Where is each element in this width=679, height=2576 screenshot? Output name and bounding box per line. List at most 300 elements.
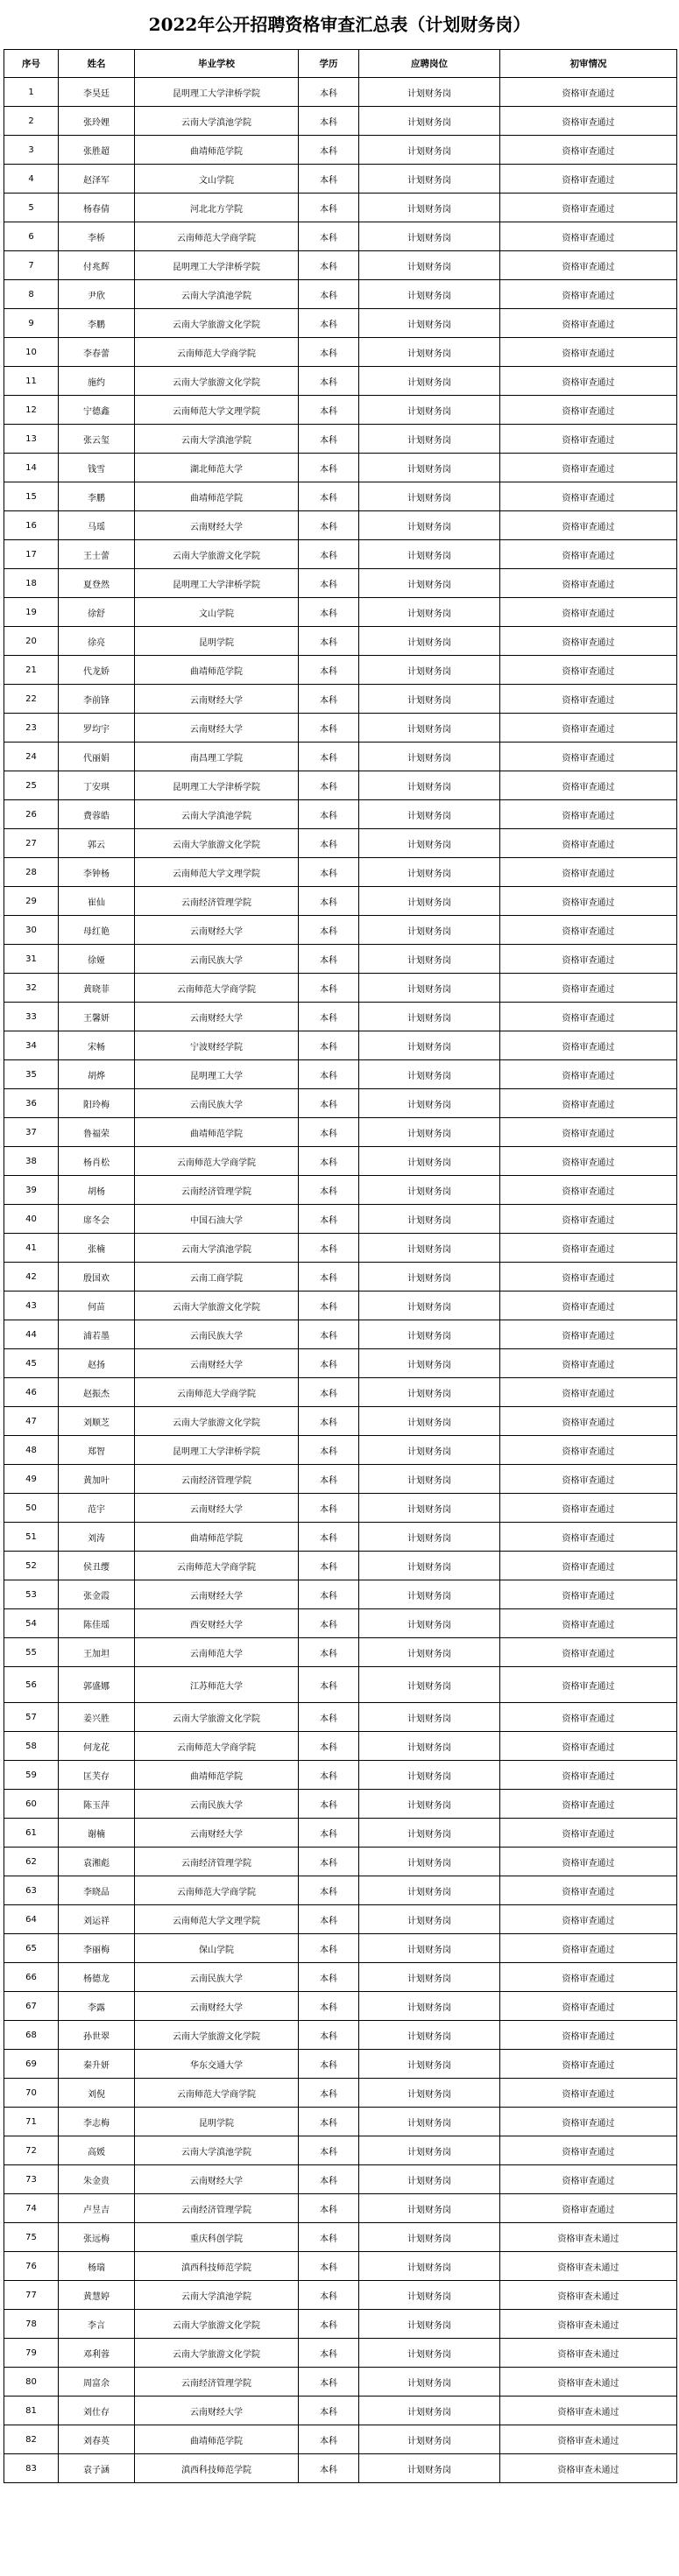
table-row bbox=[4, 1667, 677, 1703]
table-row bbox=[4, 425, 677, 454]
cell-school: 云南财经大学 bbox=[135, 714, 299, 743]
cell-index: 76 bbox=[4, 2252, 59, 2281]
cell-school: 云南大学旅游文化学院 bbox=[135, 2339, 299, 2368]
cell-index: 45 bbox=[4, 1349, 59, 1378]
cell-position: 计划财务岗 bbox=[359, 1552, 500, 1580]
cell-position: 计划财务岗 bbox=[359, 1790, 500, 1819]
cell-review-status: 资格审查通过 bbox=[500, 222, 677, 251]
table-row bbox=[4, 858, 677, 887]
cell-school: 保山学院 bbox=[135, 1934, 299, 1963]
cell-education: 本科 bbox=[299, 829, 359, 858]
table-row bbox=[4, 165, 677, 194]
table-row bbox=[4, 1060, 677, 1089]
cell-review-status: 资格审查通过 bbox=[500, 2165, 677, 2194]
cell-school: 中国石油大学 bbox=[135, 1205, 299, 1234]
cell-review-status: 资格审查通过 bbox=[500, 1003, 677, 1031]
cell-index: 27 bbox=[4, 829, 59, 858]
cell-education: 本科 bbox=[299, 136, 359, 165]
table-row bbox=[4, 309, 677, 338]
cell-review-status: 资格审查未通过 bbox=[500, 2339, 677, 2368]
table-row bbox=[4, 2425, 677, 2454]
cell-name: 李鹏 bbox=[59, 482, 135, 511]
cell-education: 本科 bbox=[299, 2050, 359, 2079]
cell-school: 曲靖师范学院 bbox=[135, 1523, 299, 1552]
cell-position: 计划财务岗 bbox=[359, 1320, 500, 1349]
cell-review-status: 资格审查通过 bbox=[500, 251, 677, 280]
table-row bbox=[4, 222, 677, 251]
cell-position: 计划财务岗 bbox=[359, 2194, 500, 2223]
cell-name: 丁安琪 bbox=[59, 771, 135, 800]
cell-school: 云南大学滇池学院 bbox=[135, 800, 299, 829]
cell-review-status: 资格审查通过 bbox=[500, 2108, 677, 2136]
cell-review-status: 资格审查通过 bbox=[500, 1638, 677, 1667]
cell-position: 计划财务岗 bbox=[359, 2425, 500, 2454]
cell-education: 本科 bbox=[299, 2136, 359, 2165]
cell-review-status: 资格审查通过 bbox=[500, 1667, 677, 1703]
cell-school: 文山学院 bbox=[135, 165, 299, 194]
cell-review-status: 资格审查通过 bbox=[500, 2136, 677, 2165]
cell-school: 曲靖师范学院 bbox=[135, 1118, 299, 1147]
cell-index: 67 bbox=[4, 1992, 59, 2021]
cell-name: 张云玺 bbox=[59, 425, 135, 454]
cell-index: 70 bbox=[4, 2079, 59, 2108]
cell-review-status: 资格审查未通过 bbox=[500, 2425, 677, 2454]
table-row bbox=[4, 598, 677, 627]
cell-school: 昆明理工大学津桥学院 bbox=[135, 569, 299, 598]
cell-name: 代龙娇 bbox=[59, 656, 135, 685]
cell-name: 杨春倩 bbox=[59, 194, 135, 222]
table-row bbox=[4, 1407, 677, 1436]
cell-review-status: 资格审查通过 bbox=[500, 974, 677, 1003]
table-row bbox=[4, 887, 677, 916]
cell-school: 云南大学旅游文化学院 bbox=[135, 309, 299, 338]
cell-position: 计划财务岗 bbox=[359, 800, 500, 829]
cell-review-status: 资格审查通过 bbox=[500, 685, 677, 714]
cell-name: 宁德鑫 bbox=[59, 396, 135, 425]
cell-index: 30 bbox=[4, 916, 59, 945]
cell-name: 李鹏 bbox=[59, 309, 135, 338]
cell-position: 计划财务岗 bbox=[359, 338, 500, 367]
cell-review-status: 资格审查通过 bbox=[500, 1580, 677, 1609]
table-row bbox=[4, 1494, 677, 1523]
header-index: 序号 bbox=[4, 50, 59, 78]
cell-position: 计划财务岗 bbox=[359, 656, 500, 685]
cell-education: 本科 bbox=[299, 858, 359, 887]
cell-review-status: 资格审查通过 bbox=[500, 887, 677, 916]
cell-school: 云南经济管理学院 bbox=[135, 2194, 299, 2223]
cell-position: 计划财务岗 bbox=[359, 251, 500, 280]
cell-school: 滇西科技师范学院 bbox=[135, 2454, 299, 2483]
cell-name: 刘仕存 bbox=[59, 2397, 135, 2425]
cell-education: 本科 bbox=[299, 1147, 359, 1176]
table-row bbox=[4, 2223, 677, 2252]
table-row bbox=[4, 1580, 677, 1609]
cell-school: 昆明理工大学 bbox=[135, 1060, 299, 1089]
cell-position: 计划财务岗 bbox=[359, 2252, 500, 2281]
cell-index: 33 bbox=[4, 1003, 59, 1031]
cell-position: 计划财务岗 bbox=[359, 165, 500, 194]
cell-name: 黄慧婷 bbox=[59, 2281, 135, 2310]
cell-index: 59 bbox=[4, 1761, 59, 1790]
cell-school: 云南经济管理学院 bbox=[135, 1848, 299, 1876]
table-row bbox=[4, 1848, 677, 1876]
cell-index: 52 bbox=[4, 1552, 59, 1580]
cell-index: 60 bbox=[4, 1790, 59, 1819]
cell-name: 李钟杨 bbox=[59, 858, 135, 887]
cell-name: 张金霞 bbox=[59, 1580, 135, 1609]
cell-review-status: 资格审查通过 bbox=[500, 1732, 677, 1761]
cell-name: 钱雪 bbox=[59, 454, 135, 482]
cell-education: 本科 bbox=[299, 598, 359, 627]
cell-school: 河北北方学院 bbox=[135, 194, 299, 222]
cell-school: 云南师范大学文理学院 bbox=[135, 1905, 299, 1934]
cell-education: 本科 bbox=[299, 945, 359, 974]
cell-position: 计划财务岗 bbox=[359, 858, 500, 887]
cell-index: 51 bbox=[4, 1523, 59, 1552]
cell-school: 云南师范大学文理学院 bbox=[135, 396, 299, 425]
cell-position: 计划财务岗 bbox=[359, 1963, 500, 1992]
cell-education: 本科 bbox=[299, 540, 359, 569]
cell-index: 17 bbox=[4, 540, 59, 569]
cell-review-status: 资格审查通过 bbox=[500, 511, 677, 540]
cell-review-status: 资格审查通过 bbox=[500, 656, 677, 685]
cell-name: 李言 bbox=[59, 2310, 135, 2339]
cell-name: 李丽梅 bbox=[59, 1934, 135, 1963]
cell-school: 曲靖师范学院 bbox=[135, 136, 299, 165]
cell-index: 2 bbox=[4, 107, 59, 136]
table-row bbox=[4, 627, 677, 656]
cell-school: 云南师范大学商学院 bbox=[135, 1147, 299, 1176]
cell-position: 计划财务岗 bbox=[359, 194, 500, 222]
cell-education: 本科 bbox=[299, 1089, 359, 1118]
cell-education: 本科 bbox=[299, 1465, 359, 1494]
cell-position: 计划财务岗 bbox=[359, 482, 500, 511]
cell-review-status: 资格审查通过 bbox=[500, 107, 677, 136]
cell-school: 云南财经大学 bbox=[135, 685, 299, 714]
cell-name: 孙世翠 bbox=[59, 2021, 135, 2050]
cell-position: 计划财务岗 bbox=[359, 511, 500, 540]
cell-review-status: 资格审查通过 bbox=[500, 136, 677, 165]
cell-education: 本科 bbox=[299, 2021, 359, 2050]
cell-review-status: 资格审查未通过 bbox=[500, 2223, 677, 2252]
cell-index: 47 bbox=[4, 1407, 59, 1436]
table-row bbox=[4, 1436, 677, 1465]
cell-review-status: 资格审查未通过 bbox=[500, 2310, 677, 2339]
cell-school: 宁波财经学院 bbox=[135, 1031, 299, 1060]
cell-index: 75 bbox=[4, 2223, 59, 2252]
table-row bbox=[4, 454, 677, 482]
cell-education: 本科 bbox=[299, 1905, 359, 1934]
cell-education: 本科 bbox=[299, 2454, 359, 2483]
cell-name: 刘运祥 bbox=[59, 1905, 135, 1934]
cell-review-status: 资格审查通过 bbox=[500, 1992, 677, 2021]
cell-position: 计划财务岗 bbox=[359, 2165, 500, 2194]
cell-position: 计划财务岗 bbox=[359, 1934, 500, 1963]
cell-index: 69 bbox=[4, 2050, 59, 2079]
cell-school: 华东交通大学 bbox=[135, 2050, 299, 2079]
cell-school: 云南大学滇池学院 bbox=[135, 107, 299, 136]
cell-name: 袁子涵 bbox=[59, 2454, 135, 2483]
cell-name: 李露 bbox=[59, 1992, 135, 2021]
cell-education: 本科 bbox=[299, 1848, 359, 1876]
cell-index: 23 bbox=[4, 714, 59, 743]
cell-school: 云南财经大学 bbox=[135, 1819, 299, 1848]
cell-position: 计划财务岗 bbox=[359, 569, 500, 598]
cell-position: 计划财务岗 bbox=[359, 1848, 500, 1876]
table-row bbox=[4, 945, 677, 974]
cell-education: 本科 bbox=[299, 194, 359, 222]
cell-index: 36 bbox=[4, 1089, 59, 1118]
cell-position: 计划财务岗 bbox=[359, 280, 500, 309]
table-row bbox=[4, 771, 677, 800]
cell-review-status: 资格审查通过 bbox=[500, 1934, 677, 1963]
table-row bbox=[4, 1523, 677, 1552]
cell-school: 云南财经大学 bbox=[135, 1580, 299, 1609]
cell-school: 江苏师范大学 bbox=[135, 1667, 299, 1703]
table-row bbox=[4, 107, 677, 136]
cell-name: 徐舒 bbox=[59, 598, 135, 627]
cell-position: 计划财务岗 bbox=[359, 1494, 500, 1523]
cell-education: 本科 bbox=[299, 1378, 359, 1407]
cell-position: 计划财务岗 bbox=[359, 685, 500, 714]
cell-position: 计划财务岗 bbox=[359, 2108, 500, 2136]
cell-education: 本科 bbox=[299, 367, 359, 396]
cell-position: 计划财务岗 bbox=[359, 2454, 500, 2483]
cell-position: 计划财务岗 bbox=[359, 1819, 500, 1848]
cell-review-status: 资格审查未通过 bbox=[500, 2368, 677, 2397]
cell-education: 本科 bbox=[299, 2425, 359, 2454]
cell-name: 朱金贵 bbox=[59, 2165, 135, 2194]
cell-position: 计划财务岗 bbox=[359, 916, 500, 945]
table-row bbox=[4, 2079, 677, 2108]
cell-index: 38 bbox=[4, 1147, 59, 1176]
cell-index: 21 bbox=[4, 656, 59, 685]
cell-education: 本科 bbox=[299, 482, 359, 511]
cell-review-status: 资格审查通过 bbox=[500, 1234, 677, 1263]
cell-school: 云南财经大学 bbox=[135, 916, 299, 945]
cell-review-status: 资格审查通过 bbox=[500, 1407, 677, 1436]
cell-review-status: 资格审查通过 bbox=[500, 425, 677, 454]
cell-review-status: 资格审查通过 bbox=[500, 78, 677, 107]
cell-education: 本科 bbox=[299, 1790, 359, 1819]
cell-school: 南昌理工学院 bbox=[135, 743, 299, 771]
cell-review-status: 资格审查未通过 bbox=[500, 2454, 677, 2483]
cell-index: 31 bbox=[4, 945, 59, 974]
cell-name: 罗均宇 bbox=[59, 714, 135, 743]
cell-review-status: 资格审查通过 bbox=[500, 540, 677, 569]
cell-school: 云南大学滇池学院 bbox=[135, 425, 299, 454]
cell-name: 王加坦 bbox=[59, 1638, 135, 1667]
cell-index: 15 bbox=[4, 482, 59, 511]
cell-position: 计划财务岗 bbox=[359, 107, 500, 136]
cell-index: 63 bbox=[4, 1876, 59, 1905]
table-row bbox=[4, 1292, 677, 1320]
cell-position: 计划财务岗 bbox=[359, 1638, 500, 1667]
cell-school: 云南师范大学商学院 bbox=[135, 974, 299, 1003]
cell-position: 计划财务岗 bbox=[359, 1732, 500, 1761]
table-row bbox=[4, 194, 677, 222]
cell-education: 本科 bbox=[299, 2223, 359, 2252]
cell-index: 11 bbox=[4, 367, 59, 396]
cell-education: 本科 bbox=[299, 1667, 359, 1703]
cell-index: 8 bbox=[4, 280, 59, 309]
cell-position: 计划财务岗 bbox=[359, 743, 500, 771]
cell-name: 赵振杰 bbox=[59, 1378, 135, 1407]
cell-index: 48 bbox=[4, 1436, 59, 1465]
cell-school: 昆明理工大学津桥学院 bbox=[135, 1436, 299, 1465]
cell-name: 胡杨 bbox=[59, 1176, 135, 1205]
table-row bbox=[4, 2339, 677, 2368]
cell-name: 何苗 bbox=[59, 1292, 135, 1320]
cell-index: 49 bbox=[4, 1465, 59, 1494]
cell-index: 80 bbox=[4, 2368, 59, 2397]
cell-position: 计划财务岗 bbox=[359, 1992, 500, 2021]
cell-review-status: 资格审查通过 bbox=[500, 1494, 677, 1523]
cell-position: 计划财务岗 bbox=[359, 974, 500, 1003]
table-row bbox=[4, 1263, 677, 1292]
cell-name: 浦若墨 bbox=[59, 1320, 135, 1349]
cell-index: 28 bbox=[4, 858, 59, 887]
table-row bbox=[4, 1349, 677, 1378]
cell-name: 尹欣 bbox=[59, 280, 135, 309]
cell-education: 本科 bbox=[299, 1523, 359, 1552]
cell-name: 施约 bbox=[59, 367, 135, 396]
cell-position: 计划财务岗 bbox=[359, 2281, 500, 2310]
table-row bbox=[4, 1638, 677, 1667]
table-row bbox=[4, 800, 677, 829]
table-row bbox=[4, 251, 677, 280]
cell-education: 本科 bbox=[299, 511, 359, 540]
cell-name: 杨肖松 bbox=[59, 1147, 135, 1176]
cell-review-status: 资格审查通过 bbox=[500, 1263, 677, 1292]
cell-name: 席冬会 bbox=[59, 1205, 135, 1234]
cell-review-status: 资格审查通过 bbox=[500, 1876, 677, 1905]
cell-index: 46 bbox=[4, 1378, 59, 1407]
cell-education: 本科 bbox=[299, 2281, 359, 2310]
table-row bbox=[4, 1031, 677, 1060]
cell-school: 文山学院 bbox=[135, 598, 299, 627]
cell-review-status: 资格审查通过 bbox=[500, 1905, 677, 1934]
table-row bbox=[4, 367, 677, 396]
cell-position: 计划财务岗 bbox=[359, 1580, 500, 1609]
cell-education: 本科 bbox=[299, 2194, 359, 2223]
cell-review-status: 资格审查通过 bbox=[500, 1819, 677, 1848]
cell-position: 计划财务岗 bbox=[359, 1089, 500, 1118]
cell-review-status: 资格审查通过 bbox=[500, 194, 677, 222]
cell-education: 本科 bbox=[299, 1263, 359, 1292]
cell-name: 张楠 bbox=[59, 1234, 135, 1263]
cell-school: 云南大学旅游文化学院 bbox=[135, 2310, 299, 2339]
cell-education: 本科 bbox=[299, 107, 359, 136]
cell-position: 计划财务岗 bbox=[359, 1667, 500, 1703]
cell-review-status: 资格审查通过 bbox=[500, 1465, 677, 1494]
cell-index: 64 bbox=[4, 1905, 59, 1934]
cell-school: 重庆科创学院 bbox=[135, 2223, 299, 2252]
cell-index: 12 bbox=[4, 396, 59, 425]
table-row bbox=[4, 1465, 677, 1494]
table-row bbox=[4, 1147, 677, 1176]
cell-education: 本科 bbox=[299, 280, 359, 309]
cell-name: 宋畅 bbox=[59, 1031, 135, 1060]
cell-index: 16 bbox=[4, 511, 59, 540]
cell-review-status: 资格审查通过 bbox=[500, 1436, 677, 1465]
cell-school: 云南经济管理学院 bbox=[135, 1465, 299, 1494]
table-row bbox=[4, 2368, 677, 2397]
cell-position: 计划财务岗 bbox=[359, 1703, 500, 1732]
cell-name: 邓利蓉 bbox=[59, 2339, 135, 2368]
table-row bbox=[4, 1905, 677, 1934]
cell-school: 云南师范大学商学院 bbox=[135, 1732, 299, 1761]
table-row bbox=[4, 714, 677, 743]
cell-review-status: 资格审查通过 bbox=[500, 1292, 677, 1320]
cell-review-status: 资格审查通过 bbox=[500, 800, 677, 829]
cell-name: 李志梅 bbox=[59, 2108, 135, 2136]
cell-school: 云南民族大学 bbox=[135, 1790, 299, 1819]
cell-education: 本科 bbox=[299, 2079, 359, 2108]
cell-review-status: 资格审查通过 bbox=[500, 1609, 677, 1638]
cell-name: 赵扬 bbox=[59, 1349, 135, 1378]
cell-education: 本科 bbox=[299, 1580, 359, 1609]
cell-education: 本科 bbox=[299, 1934, 359, 1963]
cell-position: 计划财务岗 bbox=[359, 425, 500, 454]
cell-review-status: 资格审查未通过 bbox=[500, 2397, 677, 2425]
cell-education: 本科 bbox=[299, 222, 359, 251]
cell-education: 本科 bbox=[299, 743, 359, 771]
cell-school: 曲靖师范学院 bbox=[135, 2425, 299, 2454]
cell-index: 10 bbox=[4, 338, 59, 367]
cell-school: 云南大学滇池学院 bbox=[135, 2136, 299, 2165]
cell-index: 1 bbox=[4, 78, 59, 107]
cell-position: 计划财务岗 bbox=[359, 222, 500, 251]
cell-position: 计划财务岗 bbox=[359, 1263, 500, 1292]
table-row bbox=[4, 78, 677, 107]
cell-name: 杨瑞 bbox=[59, 2252, 135, 2281]
cell-name: 陈佳瑶 bbox=[59, 1609, 135, 1638]
cell-school: 昆明理工大学津桥学院 bbox=[135, 78, 299, 107]
table-row bbox=[4, 2108, 677, 2136]
cell-name: 刘涛 bbox=[59, 1523, 135, 1552]
cell-name: 马瑶 bbox=[59, 511, 135, 540]
cell-index: 44 bbox=[4, 1320, 59, 1349]
table-row bbox=[4, 1118, 677, 1147]
cell-name: 赵泽军 bbox=[59, 165, 135, 194]
cell-index: 79 bbox=[4, 2339, 59, 2368]
cell-education: 本科 bbox=[299, 1003, 359, 1031]
table-row bbox=[4, 1732, 677, 1761]
cell-school: 云南大学旅游文化学院 bbox=[135, 367, 299, 396]
cell-name: 刘春英 bbox=[59, 2425, 135, 2454]
cell-review-status: 资格审查通过 bbox=[500, 714, 677, 743]
cell-school: 云南大学滇池学院 bbox=[135, 1234, 299, 1263]
cell-education: 本科 bbox=[299, 1761, 359, 1790]
cell-name: 付兆辉 bbox=[59, 251, 135, 280]
cell-education: 本科 bbox=[299, 569, 359, 598]
cell-education: 本科 bbox=[299, 396, 359, 425]
table-row bbox=[4, 1176, 677, 1205]
cell-education: 本科 bbox=[299, 771, 359, 800]
cell-name: 殷国欢 bbox=[59, 1263, 135, 1292]
cell-name: 郑智 bbox=[59, 1436, 135, 1465]
cell-name: 谢楠 bbox=[59, 1819, 135, 1848]
table-row bbox=[4, 2281, 677, 2310]
cell-education: 本科 bbox=[299, 916, 359, 945]
cell-school: 湖北师范大学 bbox=[135, 454, 299, 482]
cell-review-status: 资格审查通过 bbox=[500, 1176, 677, 1205]
cell-education: 本科 bbox=[299, 1552, 359, 1580]
cell-name: 张胜超 bbox=[59, 136, 135, 165]
cell-index: 78 bbox=[4, 2310, 59, 2339]
cell-review-status: 资格审查通过 bbox=[500, 2079, 677, 2108]
